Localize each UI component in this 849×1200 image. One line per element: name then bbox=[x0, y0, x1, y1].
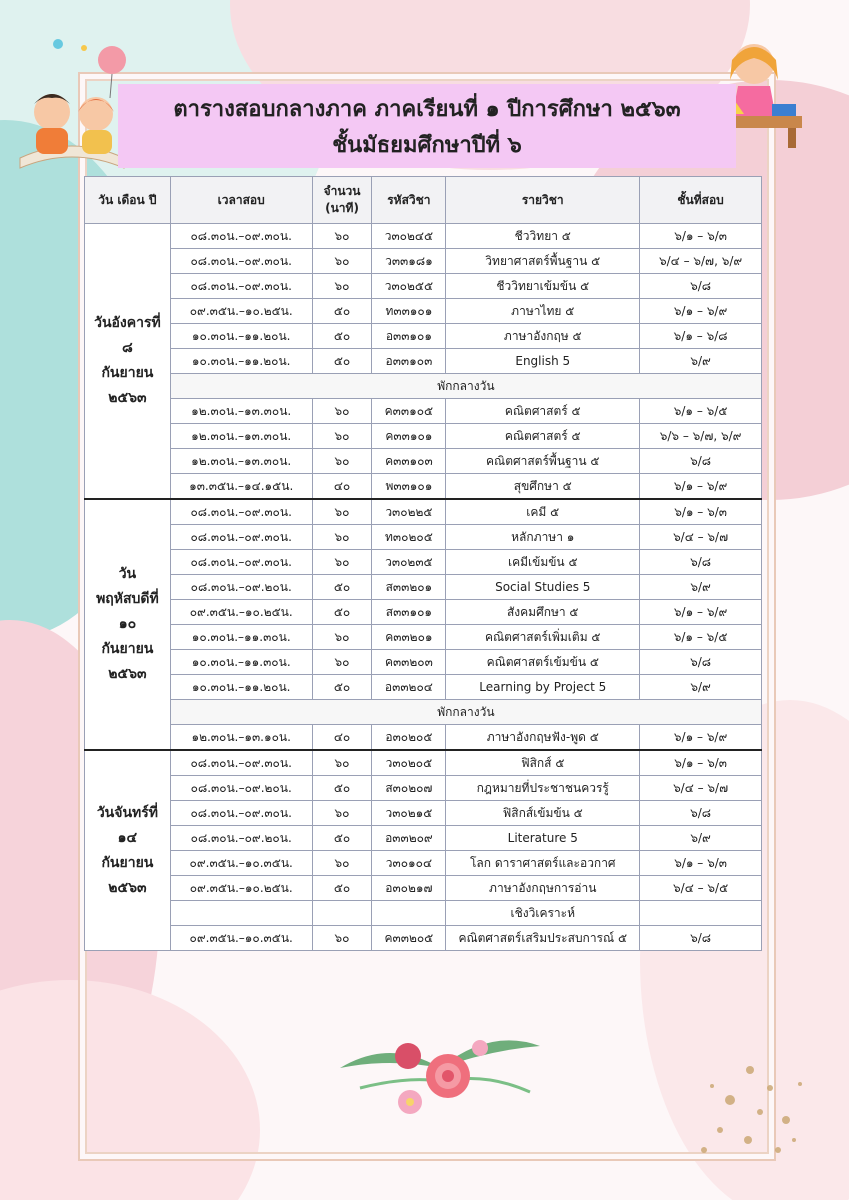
cell-subject: ภาษาอังกฤษ ๕ bbox=[446, 324, 640, 349]
cell-code: ค๓๓๑๐๕ bbox=[372, 399, 446, 424]
table-row bbox=[85, 750, 762, 776]
cell-subject: คณิตศาสตร์ ๕ bbox=[446, 424, 640, 449]
cell-subject: โลก ดาราศาสตร์และอวกาศ bbox=[446, 851, 640, 876]
cell-min: ๕๐ bbox=[312, 675, 372, 700]
cell-room: ๖/๙ bbox=[640, 675, 762, 700]
header-code: รหัสวิชา bbox=[372, 177, 446, 224]
day-cell-line: กันยายน bbox=[101, 854, 154, 871]
cell-time: ๐๙.๓๕น.–๑๐.๒๕น. bbox=[170, 299, 312, 324]
cell-room: ๖/๙ bbox=[640, 349, 762, 374]
title-line-2: ชั้นมัธยมศึกษาปีที่ ๖ bbox=[332, 133, 522, 158]
cell-min: ๖๐ bbox=[312, 851, 372, 876]
table-row bbox=[85, 550, 762, 575]
cell-subject: เคมี ๕ bbox=[446, 499, 640, 525]
cell-subject: สังคมศึกษา ๕ bbox=[446, 600, 640, 625]
cell-time: ๐๘.๓๐น.–๐๙.๒๐น. bbox=[170, 776, 312, 801]
day-cell-line: กันยายน bbox=[101, 365, 154, 381]
table-row bbox=[85, 424, 762, 449]
day-cell-line: ๒๕๖๓ bbox=[108, 879, 147, 896]
table-row bbox=[85, 901, 762, 926]
cell-min: ๖๐ bbox=[312, 650, 372, 675]
cell-min: ๖๐ bbox=[312, 399, 372, 424]
table-row bbox=[85, 224, 762, 249]
table-row bbox=[85, 249, 762, 274]
day-cell bbox=[85, 750, 171, 951]
cell-time: ๑๐.๓๐น.–๑๑.๒๐น. bbox=[170, 324, 312, 349]
cell-code: อ๓๓๑๐๓ bbox=[372, 349, 446, 374]
header-room: ชั้นที่สอบ bbox=[640, 177, 762, 224]
cell-code: ว๓๓๑๘๑ bbox=[372, 249, 446, 274]
lunch-break-row bbox=[85, 374, 762, 399]
table-row bbox=[85, 725, 762, 751]
cell-code: อ๓๓๒๐๔ bbox=[372, 675, 446, 700]
cell-subject: คณิตศาสตร์เพิ่มเติม ๕ bbox=[446, 625, 640, 650]
table-row bbox=[85, 801, 762, 826]
cell-min: ๖๐ bbox=[312, 550, 372, 575]
cell-min: ๖๐ bbox=[312, 249, 372, 274]
cell-code: ส๓๐๒๐๗ bbox=[372, 776, 446, 801]
cell-room: ๖/๔ – ๖/๗ bbox=[640, 525, 762, 550]
cell-code bbox=[372, 901, 446, 926]
flower-bouquet-illustration bbox=[330, 1018, 550, 1128]
table-row bbox=[85, 449, 762, 474]
cell-time: ๑๒.๓๐น.–๑๓.๓๐น. bbox=[170, 399, 312, 424]
cell-min: ๖๐ bbox=[312, 625, 372, 650]
cell-min: ๕๐ bbox=[312, 776, 372, 801]
cell-min: ๖๐ bbox=[312, 499, 372, 525]
cell-min: ๖๐ bbox=[312, 449, 372, 474]
cell-min: ๖๐ bbox=[312, 424, 372, 449]
table-row bbox=[85, 324, 762, 349]
cell-room: ๖/๘ bbox=[640, 650, 762, 675]
cell-code: ค๓๓๒๐๓ bbox=[372, 650, 446, 675]
cell-room: ๖/๙ bbox=[640, 826, 762, 851]
cell-subject: ภาษาไทย ๕ bbox=[446, 299, 640, 324]
cell-time: ๐๘.๓๐น.–๐๙.๒๐น. bbox=[170, 826, 312, 851]
cell-min: ๔๐ bbox=[312, 474, 372, 500]
cell-room: ๖/๑ – ๖/๙ bbox=[640, 725, 762, 751]
cell-room: ๖/๑ – ๖/๓ bbox=[640, 750, 762, 776]
cell-min bbox=[312, 901, 372, 926]
cell-room: ๖/๑ – ๖/๕ bbox=[640, 399, 762, 424]
day-cell-line: วันอังคารที่ bbox=[94, 315, 161, 331]
cell-subject: ชีววิทยาเข้มข้น ๕ bbox=[446, 274, 640, 299]
cell-room: ๖/๑ – ๖/๓ bbox=[640, 851, 762, 876]
cell-min: ๖๐ bbox=[312, 926, 372, 951]
table-header-row bbox=[85, 177, 762, 224]
table-row bbox=[85, 349, 762, 374]
day-cell bbox=[85, 499, 171, 750]
cell-subject: เคมีเข้มข้น ๕ bbox=[446, 550, 640, 575]
cell-room: ๖/๑ – ๖/๙ bbox=[640, 474, 762, 500]
cell-code: ท๓๓๑๐๑ bbox=[372, 299, 446, 324]
cell-time: ๐๘.๓๐น.–๐๙.๒๐น. bbox=[170, 575, 312, 600]
cell-time: ๑๐.๓๐น.–๑๑.๒๐น. bbox=[170, 675, 312, 700]
cell-room: ๖/๘ bbox=[640, 274, 762, 299]
cell-subject: กฎหมายที่ประชาชนควรรู้ bbox=[446, 776, 640, 801]
header-duration-line-1: จำนวน bbox=[323, 184, 361, 198]
table-row bbox=[85, 650, 762, 675]
cell-subject: ฟิสิกส์เข้มข้น ๕ bbox=[446, 801, 640, 826]
cell-code: ว๓๐๒๒๕ bbox=[372, 499, 446, 525]
table-row bbox=[85, 474, 762, 500]
lunch-break-cell: พักกลางวัน bbox=[170, 700, 761, 725]
cell-room: ๖/๑ – ๖/๓ bbox=[640, 499, 762, 525]
cell-min: ๕๐ bbox=[312, 299, 372, 324]
lunch-break-cell: พักกลางวัน bbox=[170, 374, 761, 399]
table-row bbox=[85, 525, 762, 550]
cell-time: ๐๘.๓๐น.–๐๙.๓๐น. bbox=[170, 249, 312, 274]
cell-subject: Learning by Project 5 bbox=[446, 675, 640, 700]
lunch-break-row bbox=[85, 700, 762, 725]
cell-code: ว๓๐๒๔๕ bbox=[372, 224, 446, 249]
table-row bbox=[85, 675, 762, 700]
header-duration bbox=[312, 177, 372, 224]
table-row bbox=[85, 625, 762, 650]
cell-code: อ๓๐๒๑๗ bbox=[372, 876, 446, 901]
exam-schedule-table bbox=[84, 176, 762, 951]
cell-code: อ๓๐๒๐๕ bbox=[372, 725, 446, 751]
cell-code: ค๓๓๑๐๑ bbox=[372, 424, 446, 449]
cell-subject: คณิตศาสตร์ ๕ bbox=[446, 399, 640, 424]
cell-min: ๖๐ bbox=[312, 801, 372, 826]
day-cell-line: ๘ bbox=[122, 340, 133, 356]
cell-time: ๑๐.๓๐น.–๑๑.๓๐น. bbox=[170, 650, 312, 675]
cell-time: ๑๒.๓๐น.–๑๓.๑๐น. bbox=[170, 725, 312, 751]
day-cell-line: ๒๕๖๓ bbox=[108, 390, 147, 406]
cell-subject: คณิตศาสตร์เข้มข้น ๕ bbox=[446, 650, 640, 675]
cell-min: ๕๐ bbox=[312, 876, 372, 901]
cell-code: ท๓๐๒๐๕ bbox=[372, 525, 446, 550]
cell-time: ๐๙.๓๕น.–๑๐.๓๕น. bbox=[170, 926, 312, 951]
cell-subject: Literature 5 bbox=[446, 826, 640, 851]
day-cell-line: พฤหัสบดีที่ bbox=[96, 591, 159, 607]
cell-room: ๖/๑ – ๖/๙ bbox=[640, 299, 762, 324]
cell-min: ๕๐ bbox=[312, 349, 372, 374]
cell-room: ๖/๙ bbox=[640, 575, 762, 600]
cell-time: ๐๘.๓๐น.–๐๙.๓๐น. bbox=[170, 550, 312, 575]
cell-room bbox=[640, 901, 762, 926]
cell-code: ว๓๐๒๐๕ bbox=[372, 750, 446, 776]
cell-code: อ๓๓๑๐๑ bbox=[372, 324, 446, 349]
day-cell-line: วัน bbox=[118, 566, 137, 582]
table-row bbox=[85, 926, 762, 951]
cell-subject: English 5 bbox=[446, 349, 640, 374]
cell-time: ๐๘.๓๐น.–๐๙.๓๐น. bbox=[170, 525, 312, 550]
cell-subject: เชิงวิเคราะห์ bbox=[446, 901, 640, 926]
day-cell-line: ๑๔ bbox=[117, 829, 138, 846]
cell-code: ค๓๓๒๐๑ bbox=[372, 625, 446, 650]
cell-subject: สุขศึกษา ๕ bbox=[446, 474, 640, 500]
cell-subject: ชีววิทยา ๕ bbox=[446, 224, 640, 249]
cell-min: ๖๐ bbox=[312, 274, 372, 299]
cell-min: ๕๐ bbox=[312, 600, 372, 625]
day-cell bbox=[85, 224, 171, 500]
cell-subject: Social Studies 5 bbox=[446, 575, 640, 600]
title-line-1: ตารางสอบกลางภาค ภาคเรียนที่ ๑ ปีการศึกษา ๒๕๖๓ bbox=[173, 97, 681, 122]
cell-code: ว๓๐๒๓๕ bbox=[372, 550, 446, 575]
cell-code: ว๓๐๒๑๕ bbox=[372, 801, 446, 826]
cell-min: ๖๐ bbox=[312, 224, 372, 249]
cell-code: พ๓๓๑๐๑ bbox=[372, 474, 446, 500]
cell-room: ๖/๘ bbox=[640, 449, 762, 474]
cell-time: ๐๘.๓๐น.–๐๙.๓๐น. bbox=[170, 274, 312, 299]
cell-time: ๐๘.๓๐น.–๐๙.๓๐น. bbox=[170, 750, 312, 776]
header-duration-line-2: (นาที) bbox=[325, 201, 359, 215]
cell-time: ๐๘.๓๐น.–๐๙.๓๐น. bbox=[170, 224, 312, 249]
cell-subject: ฟิสิกส์ ๕ bbox=[446, 750, 640, 776]
cell-room: ๖/๔ – ๖/๗, ๖/๙ bbox=[640, 249, 762, 274]
table-row bbox=[85, 776, 762, 801]
cell-subject: หลักภาษา ๑ bbox=[446, 525, 640, 550]
cell-room: ๖/๘ bbox=[640, 926, 762, 951]
day-cell-line: กันยายน bbox=[101, 641, 154, 657]
cell-subject: ภาษาอังกฤษการอ่าน bbox=[446, 876, 640, 901]
table-row bbox=[85, 826, 762, 851]
cell-min: ๖๐ bbox=[312, 750, 372, 776]
cell-subject: วิทยาศาสตร์พื้นฐาน ๕ bbox=[446, 249, 640, 274]
cell-code: ส๓๓๒๐๑ bbox=[372, 575, 446, 600]
cell-time: ๑๓.๓๕น.–๑๔.๑๕น. bbox=[170, 474, 312, 500]
cell-code: อ๓๓๒๐๙ bbox=[372, 826, 446, 851]
cell-code: ส๓๓๑๐๑ bbox=[372, 600, 446, 625]
cell-room: ๖/๑ – ๖/๘ bbox=[640, 324, 762, 349]
cell-time: ๑๐.๓๐น.–๑๑.๓๐น. bbox=[170, 625, 312, 650]
cell-time: ๐๘.๓๐น.–๐๙.๓๐น. bbox=[170, 499, 312, 525]
table-row bbox=[85, 575, 762, 600]
table-row bbox=[85, 299, 762, 324]
cell-time: ๐๙.๓๕น.–๑๐.๒๕น. bbox=[170, 876, 312, 901]
table-row bbox=[85, 274, 762, 299]
cell-time: ๐๙.๓๕น.–๑๐.๒๕น. bbox=[170, 600, 312, 625]
cell-time: ๐๘.๓๐น.–๐๙.๓๐น. bbox=[170, 801, 312, 826]
table-row bbox=[85, 851, 762, 876]
gold-glitter-decoration bbox=[690, 1000, 820, 1170]
cell-room: ๖/๘ bbox=[640, 801, 762, 826]
cell-time: ๐๙.๓๕น.–๑๐.๓๕น. bbox=[170, 851, 312, 876]
cell-time: ๑๒.๓๐น.–๑๓.๓๐น. bbox=[170, 424, 312, 449]
header-time: เวลาสอบ bbox=[170, 177, 312, 224]
cell-room: ๖/๑ – ๖/๙ bbox=[640, 600, 762, 625]
cell-code: ค๓๓๑๐๓ bbox=[372, 449, 446, 474]
cell-room: ๖/๖ – ๖/๗, ๖/๙ bbox=[640, 424, 762, 449]
cell-min: ๕๐ bbox=[312, 575, 372, 600]
cell-code: ว๓๐๒๕๕ bbox=[372, 274, 446, 299]
table-row bbox=[85, 876, 762, 901]
cell-room: ๖/๘ bbox=[640, 550, 762, 575]
cell-time: ๑๒.๓๐น.–๑๓.๓๐น. bbox=[170, 449, 312, 474]
cell-min: ๕๐ bbox=[312, 826, 372, 851]
cell-subject: คณิตศาสตร์พื้นฐาน ๕ bbox=[446, 449, 640, 474]
cell-subject: คณิตศาสตร์เสริมประสบการณ์ ๕ bbox=[446, 926, 640, 951]
table-row bbox=[85, 499, 762, 525]
day-cell-line: ๑๐ bbox=[118, 616, 137, 632]
table-row bbox=[85, 600, 762, 625]
cell-subject: ภาษาอังกฤษฟัง-พูด ๕ bbox=[446, 725, 640, 751]
cell-code: ว๓๐๑๐๔ bbox=[372, 851, 446, 876]
cell-time: ๑๐.๓๐น.–๑๑.๒๐น. bbox=[170, 349, 312, 374]
table-row bbox=[85, 399, 762, 424]
header-date: วัน เดือน ปี bbox=[85, 177, 171, 224]
header-subject: รายวิชา bbox=[446, 177, 640, 224]
table-body bbox=[85, 224, 762, 951]
cell-room: ๖/๔ – ๖/๕ bbox=[640, 876, 762, 901]
cell-room: ๖/๑ – ๖/๕ bbox=[640, 625, 762, 650]
cell-time bbox=[170, 901, 312, 926]
cell-room: ๖/๔ – ๖/๗ bbox=[640, 776, 762, 801]
cell-room: ๖/๑ – ๖/๓ bbox=[640, 224, 762, 249]
page-title bbox=[118, 92, 736, 164]
cell-min: ๖๐ bbox=[312, 525, 372, 550]
day-cell-line: ๒๕๖๓ bbox=[108, 666, 147, 682]
cell-min: ๕๐ bbox=[312, 324, 372, 349]
day-cell-line: วันจันทร์ที่ bbox=[96, 804, 158, 821]
cell-min: ๔๐ bbox=[312, 725, 372, 751]
cell-code: ค๓๓๒๐๕ bbox=[372, 926, 446, 951]
